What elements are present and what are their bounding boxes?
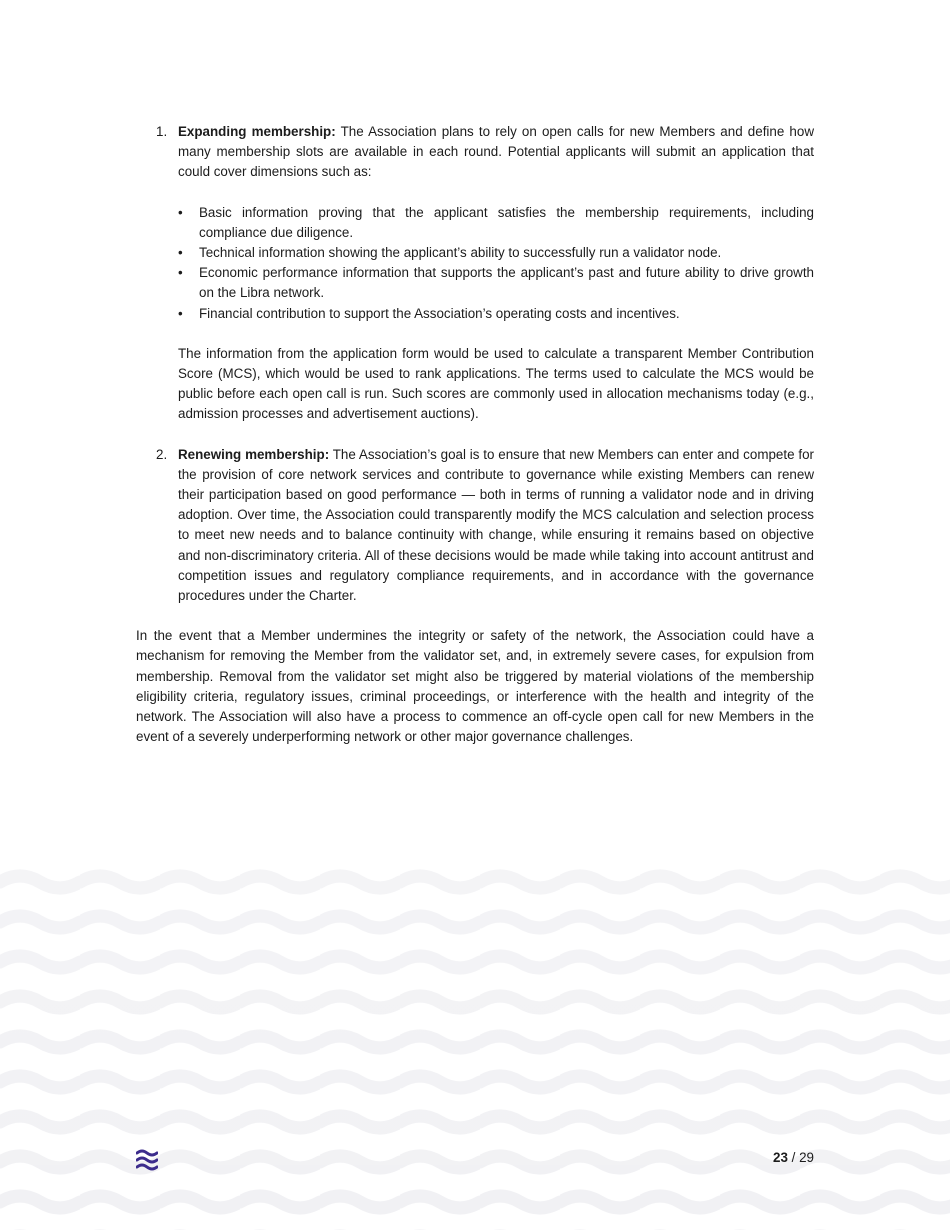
bullet-text: Basic information proving that the applicant satisfies the membership requirements, including compliance due diligence. bbox=[199, 204, 814, 240]
wave-pattern-background bbox=[0, 868, 950, 1230]
bullet-text: Economic performance information that supports the applicant’s past and future ability to drive growth on the Libra network. bbox=[199, 265, 814, 301]
bullet-text: Financial contribution to support the Association’s operating costs and incentives. bbox=[199, 305, 680, 321]
bullet-dot-icon: • bbox=[178, 245, 183, 261]
closing-paragraph: In the event that a Member undermines the integrity or safety of the network, the Association could have a mechanism for removing the Member from the validator set, and, in extremely severe cases, for expulsion from membership. Removal from the validator set might also be triggered by material violations of the membership eligibility criteria, regulatory issues, criminal proceedings, or interference with the health and integrity of the network. The Association will also have a process to commence an off-cycle open call for new Members in the event of a severely underperforming network or other major governance challenges. bbox=[136, 628, 814, 745]
item-followup-paragraph: The information from the application form would be used to calculate a transparent Member Contribution Score (MCS), which would be used to rank applications. The terms used to calculate the MCS would be public before each open call is run. Such scores are commonly used in allocation mechanisms today (e.g., admission processes and advertisement auctions). bbox=[178, 345, 814, 422]
bullet-dot-icon: • bbox=[178, 305, 183, 321]
body-content bbox=[136, 122, 814, 747]
libra-waves-logo-icon bbox=[136, 1148, 158, 1172]
page-number bbox=[773, 1150, 814, 1165]
bullet-item bbox=[178, 243, 814, 263]
bullet-text: Technical information showing the applicant’s ability to successfully run a validator node. bbox=[199, 245, 722, 261]
item-paragraph bbox=[178, 122, 814, 183]
bullet-item bbox=[178, 203, 814, 243]
bullet-dot-icon: • bbox=[178, 265, 183, 281]
item-number: 1. bbox=[156, 124, 168, 139]
bullet-item bbox=[178, 263, 814, 303]
item-paragraph bbox=[178, 445, 814, 607]
numbered-item-renewing-membership bbox=[136, 445, 814, 607]
bullet-list bbox=[178, 203, 814, 324]
item-text: The Association’s goal is to ensure that new Members can enter and compete for the provision of core network services and contribute to governance while existing Members can renew their participation based on good performance — both in terms of running a validator node and in driving adoption. Over time, the Association could transparently modify the MCS calculation and selection process to meet new needs and to balance continuity with change, while ensuring it remains based on objective and non-discriminatory criteria. All of these decisions would be made while taking into account antitrust and competition issues and regulatory compliance requirements, and in accordance with the governance procedures under the Charter. bbox=[178, 446, 814, 604]
numbered-item-expanding-membership bbox=[136, 122, 814, 425]
item-text: The Association plans to rely on open calls for new Members and define how many membership slots are available in each round. Potential applicants will submit an application that could cover dimensions such as: bbox=[178, 124, 814, 180]
item-lead: Expanding membership: bbox=[178, 124, 336, 139]
page-current: 23 bbox=[773, 1150, 788, 1165]
bullet-item bbox=[178, 304, 814, 324]
page-separator: / bbox=[787, 1150, 800, 1165]
page-total: 29 bbox=[799, 1150, 814, 1165]
bullet-dot-icon: • bbox=[178, 204, 183, 220]
item-lead: Renewing membership: bbox=[178, 446, 330, 462]
item-number: 2. bbox=[156, 446, 168, 462]
